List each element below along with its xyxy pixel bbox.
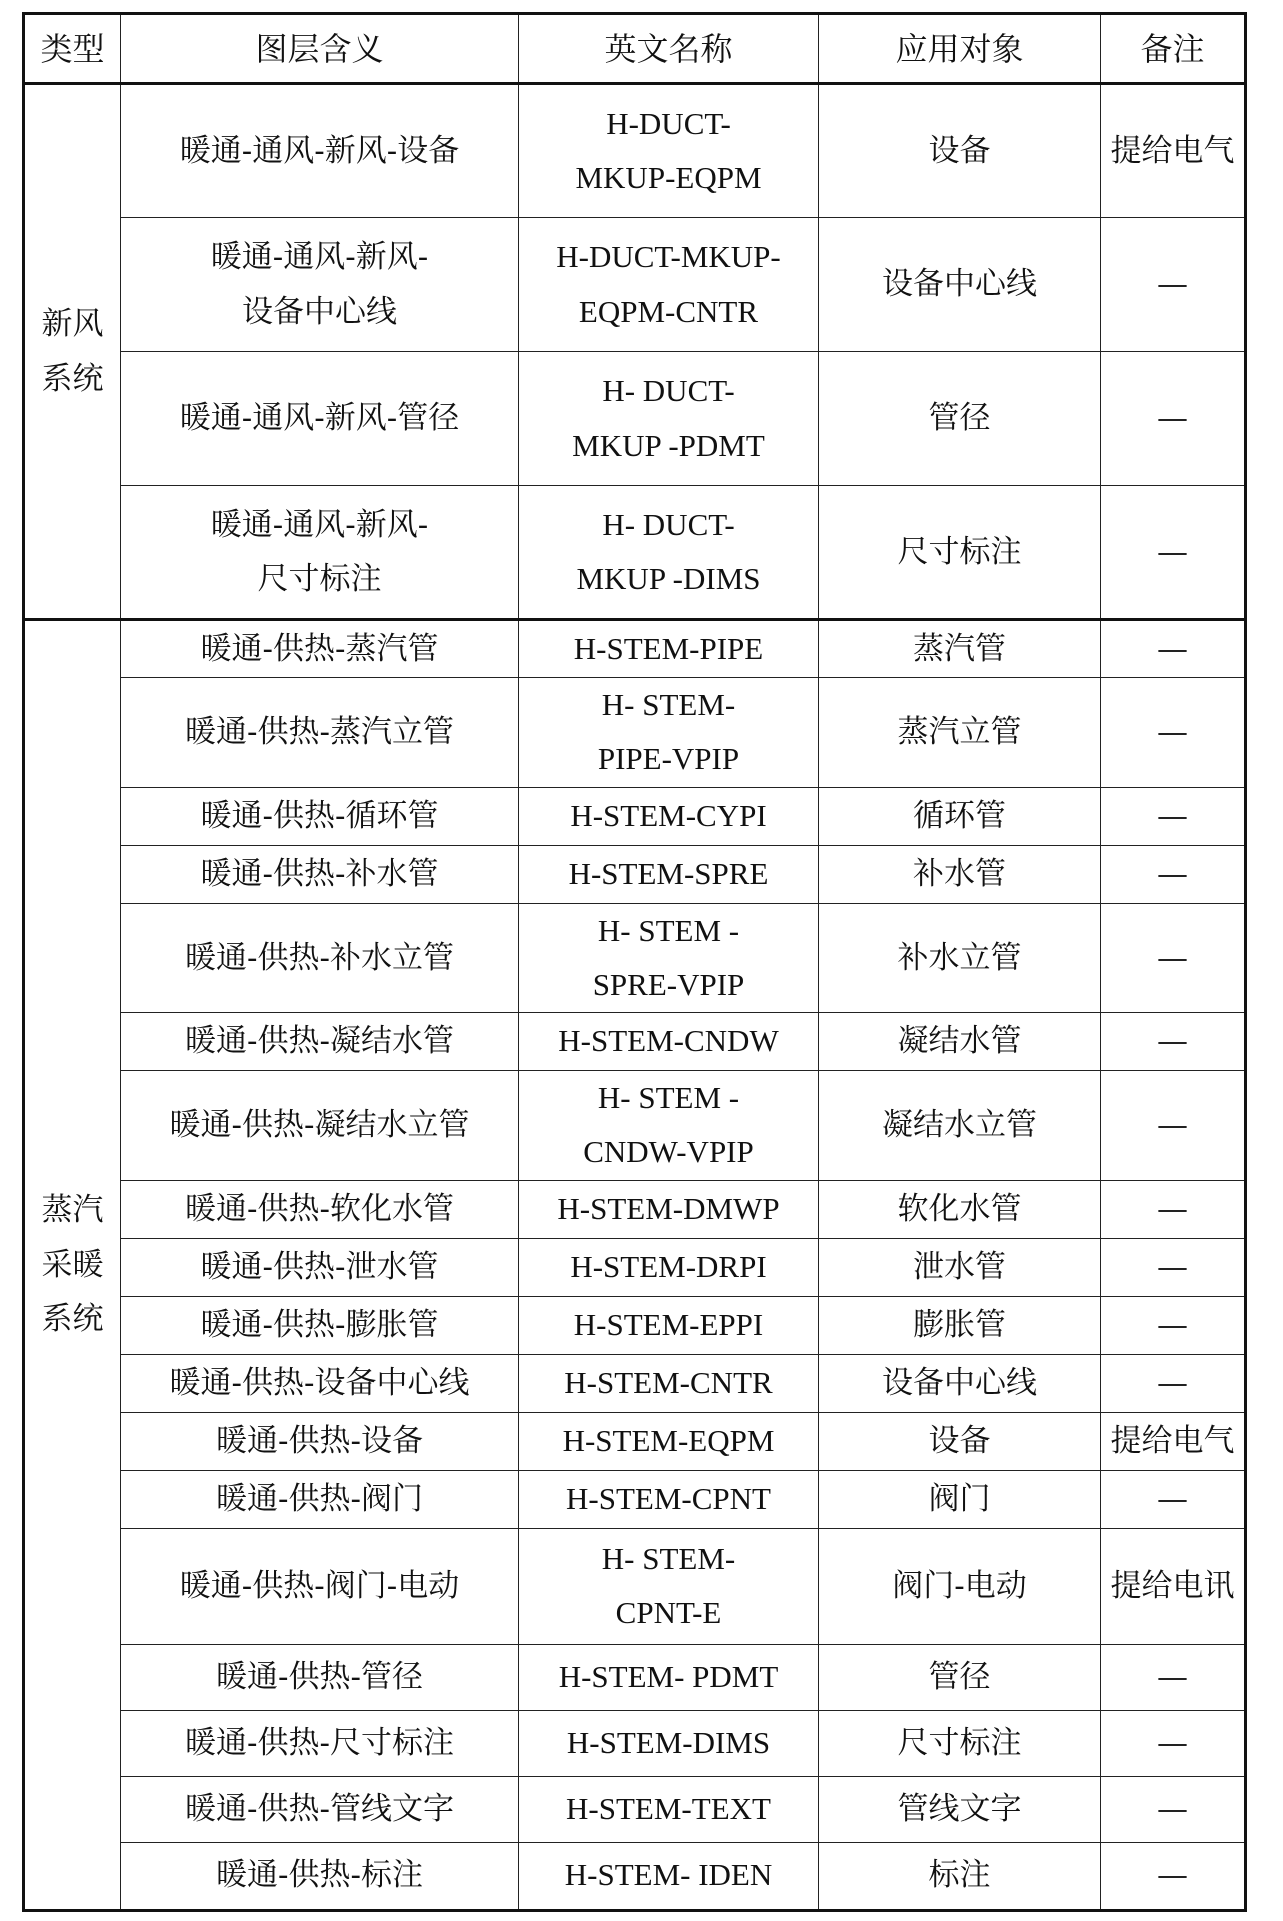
layer-meaning-cell: 暖通-供热-设备 <box>121 1412 519 1470</box>
applied-object-cell: 管线文字 <box>819 1776 1101 1842</box>
layer-meaning-cell: 暖通-供热-补水立管 <box>121 903 519 1013</box>
table-row <box>24 1644 1246 1710</box>
remark-cell: — <box>1101 678 1246 788</box>
category-cell: 新风 系统 <box>24 84 121 620</box>
english-name-cell: H-STEM-CNDW <box>519 1013 819 1071</box>
applied-object-cell: 尺寸标注 <box>819 1710 1101 1776</box>
header-type: 类型 <box>24 14 121 84</box>
remark-cell: 提给电气 <box>1101 1412 1246 1470</box>
table-row <box>24 845 1246 903</box>
applied-object-cell: 管径 <box>819 352 1101 486</box>
remark-cell: — <box>1101 1354 1246 1412</box>
applied-object-cell: 阀门-电动 <box>819 1528 1101 1644</box>
layer-meaning-cell: 暖通-供热-蒸汽管 <box>121 620 519 678</box>
layer-meaning-cell: 暖通-供热-循环管 <box>121 787 519 845</box>
layer-meaning-cell: 暖通-供热-膨胀管 <box>121 1296 519 1354</box>
layer-meaning-cell: 暖通-供热-设备中心线 <box>121 1354 519 1412</box>
layer-meaning-cell: 暖通-通风-新风- 设备中心线 <box>121 218 519 352</box>
table-row <box>24 1180 1246 1238</box>
english-name-cell: H-STEM-EQPM <box>519 1412 819 1470</box>
table-row <box>24 1842 1246 1910</box>
english-name-cell: H-STEM-EPPI <box>519 1296 819 1354</box>
applied-object-cell: 管径 <box>819 1644 1101 1710</box>
english-name-cell: H- DUCT- MKUP -PDMT <box>519 352 819 486</box>
table-row <box>24 1354 1246 1412</box>
layer-table <box>22 12 1247 1912</box>
table-body <box>24 84 1246 1911</box>
table-row <box>24 486 1246 620</box>
layer-meaning-cell: 暖通-供热-管线文字 <box>121 1776 519 1842</box>
table-row <box>24 620 1246 678</box>
english-name-cell: H-STEM-TEXT <box>519 1776 819 1842</box>
english-name-cell: H-STEM-CNTR <box>519 1354 819 1412</box>
table-row <box>24 1071 1246 1181</box>
header-applied-object: 应用对象 <box>819 14 1101 84</box>
applied-object-cell: 膨胀管 <box>819 1296 1101 1354</box>
english-name-cell: H-STEM- IDEN <box>519 1842 819 1910</box>
table-row <box>24 1296 1246 1354</box>
table-row <box>24 1013 1246 1071</box>
table-row <box>24 1710 1246 1776</box>
layer-meaning-cell: 暖通-通风-新风-管径 <box>121 352 519 486</box>
remark-cell: — <box>1101 486 1246 620</box>
table-row <box>24 787 1246 845</box>
applied-object-cell: 设备 <box>819 1412 1101 1470</box>
layer-meaning-cell: 暖通-供热-阀门-电动 <box>121 1528 519 1644</box>
remark-cell: — <box>1101 1644 1246 1710</box>
remark-cell: — <box>1101 1470 1246 1528</box>
table-row <box>24 1238 1246 1296</box>
table-row <box>24 678 1246 788</box>
remark-cell: — <box>1101 1180 1246 1238</box>
remark-cell: — <box>1101 1296 1246 1354</box>
applied-object-cell: 阀门 <box>819 1470 1101 1528</box>
english-name-cell: H-DUCT- MKUP-EQPM <box>519 84 819 218</box>
english-name-cell: H-STEM-CPNT <box>519 1470 819 1528</box>
english-name-cell: H-STEM-DRPI <box>519 1238 819 1296</box>
layer-meaning-cell: 暖通-供热-标注 <box>121 1842 519 1910</box>
remark-cell: — <box>1101 352 1246 486</box>
table-row <box>24 218 1246 352</box>
layer-meaning-cell: 暖通-供热-凝结水管 <box>121 1013 519 1071</box>
applied-object-cell: 补水管 <box>819 845 1101 903</box>
layer-meaning-cell: 暖通-供热-泄水管 <box>121 1238 519 1296</box>
layer-meaning-cell: 暖通-供热-补水管 <box>121 845 519 903</box>
layer-meaning-cell: 暖通-供热-阀门 <box>121 1470 519 1528</box>
layer-meaning-cell: 暖通-供热-蒸汽立管 <box>121 678 519 788</box>
english-name-cell: H- STEM- CPNT-E <box>519 1528 819 1644</box>
remark-cell: — <box>1101 1238 1246 1296</box>
remark-cell: 提给电气 <box>1101 84 1246 218</box>
layer-meaning-cell: 暖通-供热-凝结水立管 <box>121 1071 519 1181</box>
header-layer-meaning: 图层含义 <box>121 14 519 84</box>
layer-meaning-cell: 暖通-通风-新风-设备 <box>121 84 519 218</box>
table-row <box>24 1470 1246 1528</box>
applied-object-cell: 蒸汽管 <box>819 620 1101 678</box>
applied-object-cell: 凝结水管 <box>819 1013 1101 1071</box>
table-row <box>24 352 1246 486</box>
applied-object-cell: 设备中心线 <box>819 218 1101 352</box>
applied-object-cell: 蒸汽立管 <box>819 678 1101 788</box>
layer-meaning-cell: 暖通-供热-尺寸标注 <box>121 1710 519 1776</box>
header-remark: 备注 <box>1101 14 1246 84</box>
applied-object-cell: 软化水管 <box>819 1180 1101 1238</box>
english-name-cell: H-STEM-DMWP <box>519 1180 819 1238</box>
english-name-cell: H-STEM- PDMT <box>519 1644 819 1710</box>
remark-cell: — <box>1101 845 1246 903</box>
remark-cell: — <box>1101 620 1246 678</box>
remark-cell: — <box>1101 1710 1246 1776</box>
english-name-cell: H- STEM - SPRE-VPIP <box>519 903 819 1013</box>
applied-object-cell: 设备中心线 <box>819 1354 1101 1412</box>
applied-object-cell: 标注 <box>819 1842 1101 1910</box>
remark-cell: — <box>1101 903 1246 1013</box>
header-english-name: 英文名称 <box>519 14 819 84</box>
header-row <box>24 14 1246 84</box>
layer-meaning-cell: 暖通-通风-新风- 尺寸标注 <box>121 486 519 620</box>
english-name-cell: H-STEM-PIPE <box>519 620 819 678</box>
remark-cell: — <box>1101 787 1246 845</box>
remark-cell: — <box>1101 1013 1246 1071</box>
applied-object-cell: 补水立管 <box>819 903 1101 1013</box>
table-row <box>24 1776 1246 1842</box>
layer-meaning-cell: 暖通-供热-软化水管 <box>121 1180 519 1238</box>
applied-object-cell: 凝结水立管 <box>819 1071 1101 1181</box>
table-row <box>24 1528 1246 1644</box>
applied-object-cell: 尺寸标注 <box>819 486 1101 620</box>
layer-meaning-cell: 暖通-供热-管径 <box>121 1644 519 1710</box>
english-name-cell: H-STEM-DIMS <box>519 1710 819 1776</box>
table-row <box>24 1412 1246 1470</box>
english-name-cell: H- DUCT- MKUP -DIMS <box>519 486 819 620</box>
remark-cell: 提给电讯 <box>1101 1528 1246 1644</box>
table-row <box>24 84 1246 218</box>
english-name-cell: H-STEM-CYPI <box>519 787 819 845</box>
applied-object-cell: 泄水管 <box>819 1238 1101 1296</box>
category-cell: 蒸汽 采暖 系统 <box>24 620 121 1911</box>
remark-cell: — <box>1101 1842 1246 1910</box>
remark-cell: — <box>1101 218 1246 352</box>
remark-cell: — <box>1101 1776 1246 1842</box>
applied-object-cell: 设备 <box>819 84 1101 218</box>
english-name-cell: H- STEM- PIPE-VPIP <box>519 678 819 788</box>
remark-cell: — <box>1101 1071 1246 1181</box>
english-name-cell: H-STEM-SPRE <box>519 845 819 903</box>
english-name-cell: H-DUCT-MKUP- EQPM-CNTR <box>519 218 819 352</box>
table-row <box>24 903 1246 1013</box>
english-name-cell: H- STEM - CNDW-VPIP <box>519 1071 819 1181</box>
applied-object-cell: 循环管 <box>819 787 1101 845</box>
